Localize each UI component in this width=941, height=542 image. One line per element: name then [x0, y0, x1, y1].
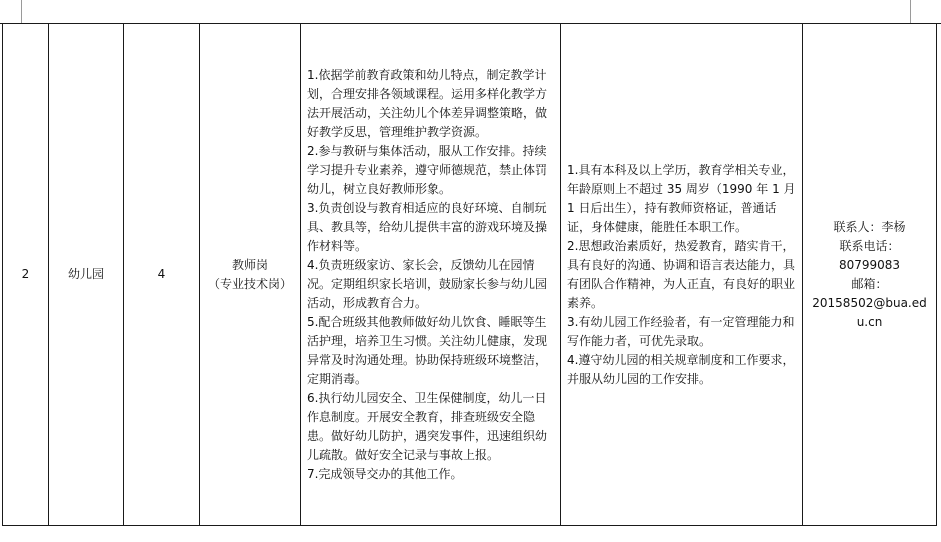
position-title: 教师岗: [231, 257, 268, 272]
headcount-cell: [124, 24, 200, 526]
contact-cell: [803, 24, 937, 526]
row-index-cell: [3, 24, 49, 526]
row-index: 2: [21, 267, 30, 281]
duty-item: 4.负责班级家访、家长会，反馈幼儿在园情况。定期组织家长培训，鼓励家长参与幼儿园活动，形成教育合力。: [307, 257, 548, 310]
position-cell: [200, 24, 301, 526]
duties-cell: [301, 24, 561, 526]
duty-item: 2.参与教研与集体活动，服从工作安排。持续学习提升专业素养，遵守师德规范，禁止体罚幼儿，树立良好教师形象。: [307, 143, 548, 196]
requirement-item: 3.有幼儿园工作经验者，有一定管理能力和写作能力者，可优先录取。: [567, 314, 795, 348]
department-name: 幼儿园: [67, 267, 104, 281]
position-type: （专业技术岗）: [207, 276, 292, 291]
requirement-item: 2.思想政治素质好，热爱教育，踏实肯干，具有良好的沟通、协调和语言表达能力，具有团队合作精神，为人正直，有良好的职业素养。: [567, 238, 796, 310]
contact-phone: 80799083: [838, 257, 901, 272]
duty-item: 5.配合班级其他教师做好幼儿饮食、睡眠等生活护理，培养卫生习惯。关注幼儿健康，发现异常及时沟通处理。协助保持班级环境整洁，定期消毒。: [307, 314, 548, 386]
headcount: 4: [157, 267, 166, 281]
contact-email-label: 邮箱：: [851, 276, 888, 291]
duty-item: 6.执行幼儿园安全、卫生保健制度，幼儿一日作息制度。开展安全教育，排查班级安全隐患。做好幼儿防护，遇突发事件，迅速组织幼儿疏散。做好安全记录与事故上报。: [307, 390, 548, 462]
duty-item: 7.完成领导交办的其他工作。: [307, 466, 463, 481]
requirement-item: 4.遵守幼儿园的相关规章制度和工作要求，并服从幼儿园的工作安排。: [567, 352, 795, 386]
requirements-cell: [561, 24, 803, 526]
duty-item: 3.负责创设与教育相适应的良好环境、自制玩具、教具等，给幼儿提供丰富的游戏环境及操作材料等。: [307, 200, 548, 253]
contact-email: 20158502@bua.edu.cn: [812, 295, 927, 329]
contact-phone-label: 联系电话：: [839, 238, 900, 253]
column-divider: [21, 0, 22, 24]
job-posting-table: [2, 23, 937, 526]
table-row: [3, 24, 937, 526]
duty-item: 1.依据学前教育政策和幼儿特点，制定教学计划，合理安排各领域课程。运用多样化教学方法开展活动，关注幼儿个体差异调整策略，做好教学反思，管理维护教学资源。: [307, 67, 548, 139]
requirement-item: 1.具有本科及以上学历，教育学相关专业，年龄原则上不超过 35 周岁（1990 年 1 月 1 日后出生），持有教师资格证，普通话证，身体健康，能胜任本职工作。: [567, 162, 796, 234]
column-divider: [910, 0, 911, 24]
contact-person: 联系人：李杨: [833, 219, 906, 234]
department-cell: [49, 24, 124, 526]
previous-row-fragment: [0, 0, 941, 24]
